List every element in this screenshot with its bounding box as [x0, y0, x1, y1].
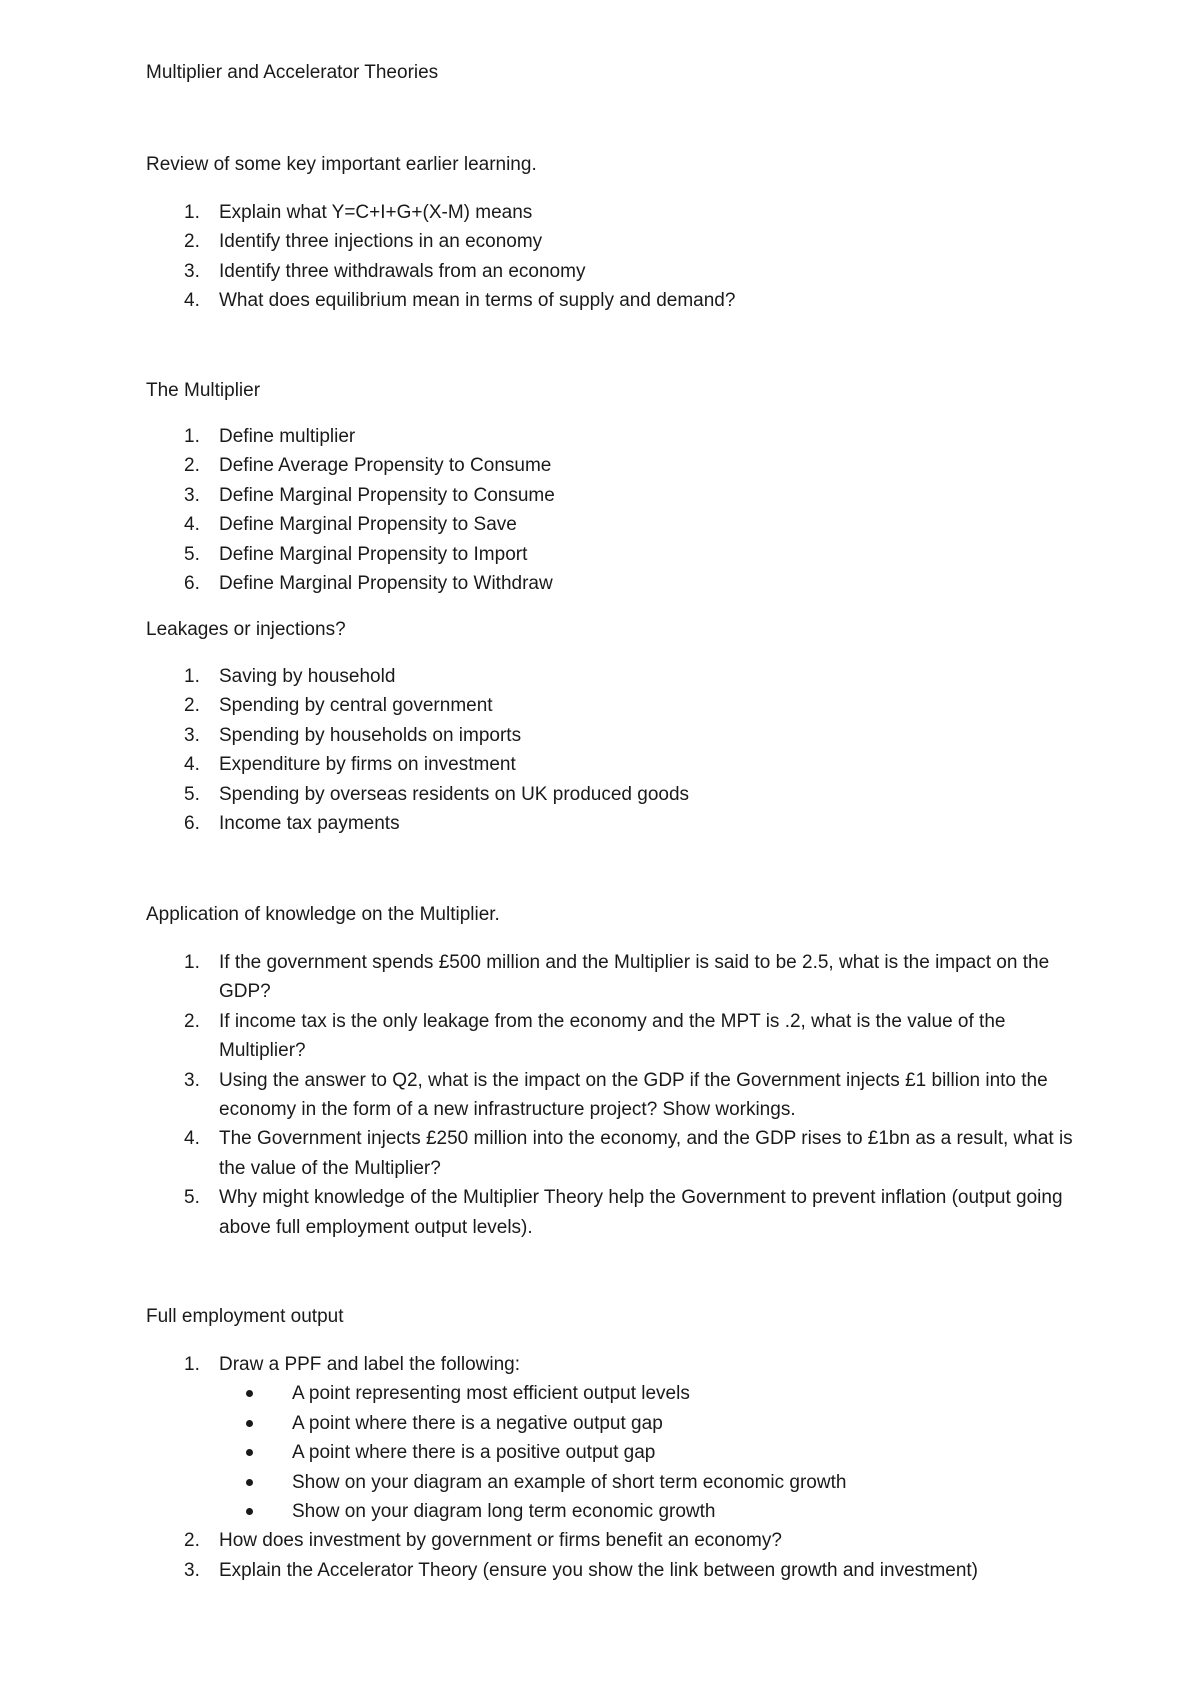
bullet-text: Show on your diagram long term economic growth — [292, 1501, 716, 1523]
list-item — [146, 780, 1076, 809]
list-item — [146, 1124, 1076, 1183]
item-number: 2. — [184, 695, 200, 717]
document-title: Multiplier and Accelerator Theories — [146, 62, 439, 83]
list-item — [146, 809, 1076, 838]
review-list — [146, 198, 1076, 316]
list-item — [146, 481, 1076, 510]
bullet-icon — [246, 1420, 253, 1427]
list-item — [146, 510, 1076, 539]
item-text: Define Marginal Propensity to Import — [219, 543, 528, 565]
list-item — [146, 948, 1076, 1007]
bullet-item — [219, 1438, 1076, 1467]
bullet-item — [219, 1409, 1076, 1438]
list-item — [146, 691, 1076, 720]
item-number: 1. — [184, 1354, 200, 1375]
item-number: 1. — [184, 426, 200, 447]
item-text: Define Average Propensity to Consume — [219, 455, 552, 477]
list-item — [146, 750, 1076, 779]
bullet-item — [219, 1379, 1076, 1408]
list-item — [146, 540, 1076, 569]
bullet-text: A point where there is a positive output gap — [292, 1442, 656, 1464]
list-item — [146, 662, 1076, 691]
list-item — [146, 422, 1076, 451]
list-item — [146, 227, 1076, 256]
item-text: Why might knowledge of the Multiplier Theory help the Government to prevent inflation (output going above full employment output levels). — [219, 1187, 1063, 1238]
multiplier-heading: The Multiplier — [146, 380, 261, 401]
list-item — [146, 1066, 1076, 1125]
bullet-item — [219, 1468, 1076, 1497]
item-number: 1. — [184, 952, 200, 973]
list-item — [146, 1526, 1076, 1555]
item-number: 3. — [184, 1559, 200, 1581]
full-employment-section — [146, 1305, 1076, 1585]
application-list — [146, 948, 1076, 1242]
list-item — [146, 198, 1076, 227]
application-heading: Application of knowledge on the Multiplier. — [146, 904, 500, 925]
item-number: 2. — [184, 1010, 200, 1032]
item-text: The Government injects £250 million into the economy, and the GDP rises to £1bn as a result, what is the value of the Multiplier? — [219, 1128, 1073, 1179]
item-text: Expenditure by firms on investment — [219, 754, 516, 776]
item-number: 6. — [184, 573, 200, 595]
item-text: Define Marginal Propensity to Save — [219, 514, 517, 536]
list-item — [146, 451, 1076, 480]
multiplier-list — [146, 422, 1076, 598]
item-text: Using the answer to Q2, what is the impact on the GDP if the Government injects £1 billion into the economy in the form of a new infrastructure project? Show workings. — [219, 1069, 1048, 1121]
item-number: 2. — [184, 455, 200, 477]
review-heading: Review of some key important earlier learning. — [146, 154, 537, 175]
item-text: Identify three injections in an economy — [219, 231, 543, 253]
leakages-list — [146, 662, 1076, 838]
item-text: Draw a PPF and label the following: — [219, 1354, 520, 1375]
list-item — [146, 569, 1076, 598]
review-section — [146, 153, 1076, 316]
item-number: 5. — [184, 1187, 200, 1209]
bullet-icon — [246, 1508, 253, 1515]
multiplier-section — [146, 379, 1076, 598]
item-number: 4. — [184, 754, 200, 776]
full-employment-heading: Full employment output — [146, 1306, 344, 1327]
bullet-icon — [246, 1390, 253, 1397]
item-text: Define Marginal Propensity to Withdraw — [219, 573, 553, 595]
list-item — [146, 1556, 1076, 1585]
application-section — [146, 903, 1076, 1242]
item-text: Saving by household — [219, 666, 396, 687]
list-item — [146, 286, 1076, 315]
item-text: Define multiplier — [219, 426, 356, 447]
item-number: 3. — [184, 484, 200, 506]
item-number: 1. — [184, 202, 200, 223]
item-text: Identify three withdrawals from an economy — [219, 260, 586, 282]
item-number: 5. — [184, 783, 200, 805]
ppf-bullet-list — [219, 1379, 1076, 1526]
full-employment-list — [146, 1350, 1076, 1585]
item-number: 4. — [184, 1128, 200, 1150]
item-text: Spending by households on imports — [219, 724, 522, 746]
bullet-text: A point where there is a negative output gap — [292, 1412, 663, 1434]
item-text: If income tax is the only leakage from the economy and the MPT is .2, what is the value of the Multiplier? — [219, 1010, 1006, 1062]
item-number: 4. — [184, 290, 200, 312]
item-number: 4. — [184, 514, 200, 536]
list-item — [146, 721, 1076, 750]
item-number: 3. — [184, 1069, 200, 1091]
item-number: 3. — [184, 260, 200, 282]
item-number: 5. — [184, 543, 200, 565]
item-text: If the government spends £500 million and the Multiplier is said to be 2.5, what is the impact on the GDP? — [219, 952, 1050, 1003]
bullet-text: Show on your diagram an example of short term economic growth — [292, 1471, 847, 1493]
bullet-icon — [246, 1479, 253, 1486]
item-number: 1. — [184, 666, 200, 687]
item-number: 6. — [184, 813, 200, 835]
item-text: Explain what Y=C+I+G+(X-M) means — [219, 202, 533, 223]
bullet-text: A point representing most efficient output levels — [292, 1383, 690, 1405]
bullet-item — [219, 1497, 1076, 1526]
item-number: 2. — [184, 1530, 200, 1552]
list-item — [146, 1007, 1076, 1066]
leakages-heading: Leakages or injections? — [146, 619, 346, 640]
item-number: 2. — [184, 231, 200, 253]
item-text: Spending by overseas residents on UK produced goods — [219, 783, 690, 805]
bullet-icon — [246, 1449, 253, 1456]
item-text: What does equilibrium mean in terms of supply and demand? — [219, 290, 736, 312]
item-text: Define Marginal Propensity to Consume — [219, 484, 555, 506]
list-item — [146, 257, 1076, 286]
list-item — [146, 1350, 1076, 1526]
list-item — [146, 1183, 1076, 1242]
item-text: How does investment by government or firms benefit an economy? — [219, 1530, 782, 1552]
leakages-section — [146, 618, 1076, 838]
item-text: Spending by central government — [219, 695, 493, 717]
item-number: 3. — [184, 724, 200, 746]
item-text: Income tax payments — [219, 813, 400, 835]
item-text: Explain the Accelerator Theory (ensure you show the link between growth and investment) — [219, 1559, 979, 1581]
